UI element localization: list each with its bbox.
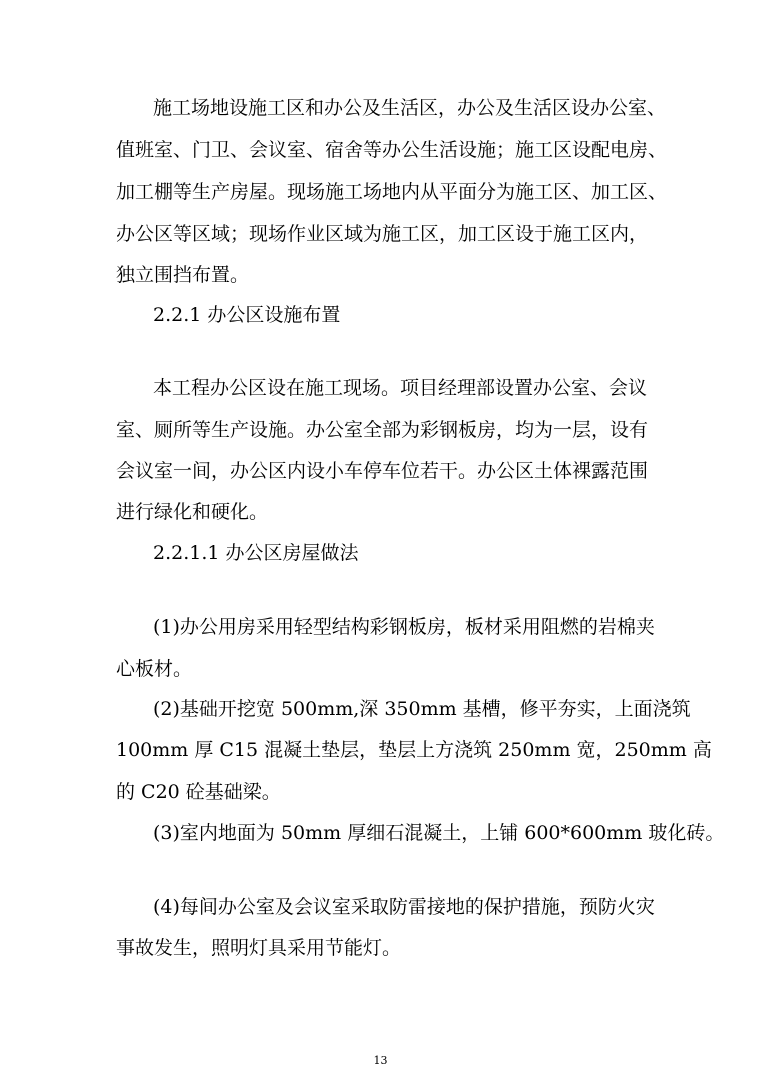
page-number: 13 [373,1054,388,1067]
text-line: 室、厕所等生产设施。办公室全部为彩钢板房，均为一层，设有 [116,419,649,441]
text-line: (4)每间办公室及会议室采取防雷接地的保护措施，预防火灾 [153,896,655,918]
text-line: 100mm 厚 C15 混凝土垫层，垫层上方浇筑 250mm 宽，250mm 高 [116,739,712,761]
text-line: 心板材。 [116,658,193,680]
text-line: 的 C20 砼基础梁。 [116,781,281,803]
text-line: 进行绿化和硬化。 [116,501,269,523]
text-line: (3)室内地面为 50mm 厚细石混凝土，上铺 600*600mm 玻化砖。 [153,822,725,844]
text-line: 加工棚等生产房屋。现场施工场地内从平面分为施工区、加工区、 [116,181,668,203]
text-line: 值班室、门卫、会议室、宿舍等办公生活设施；施工区设配电房、 [116,139,668,161]
text-line: (1)办公用房采用轻型结构彩钢板房，板材采用阻燃的岩棉夹 [153,616,655,638]
text-line: 施工场地设施工区和办公及生活区，办公及生活区设办公室、 [153,97,667,119]
subsection-heading: 2.2.1.1 办公区房屋做法 [153,542,359,564]
text-line: 独立围挡布置。 [116,264,250,286]
text-line: (2)基础开挖宽 500mm,深 350mm 基槽，修平夯实，上面浇筑 [153,698,691,720]
text-line: 会议室一间，办公区内设小车停车位若干。办公区土体裸露范围 [116,460,649,482]
text-line: 办公区等区域；现场作业区域为施工区，加工区设于施工区内， [116,223,649,245]
text-line: 本工程办公区设在施工现场。项目经理部设置办公室、会议 [153,377,648,399]
section-heading: 2.2.1 办公区设施布置 [153,304,341,326]
text-line: 事故发生，照明灯具采用节能灯。 [116,937,402,959]
